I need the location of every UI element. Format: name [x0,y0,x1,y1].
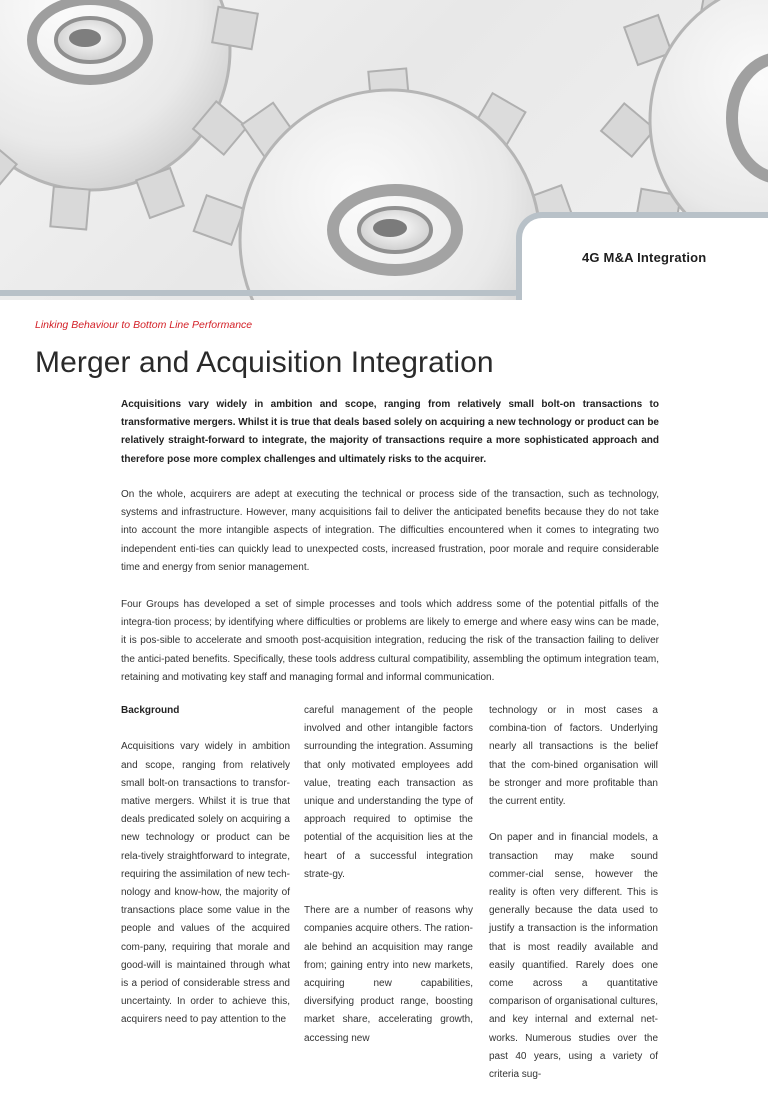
section-heading: Background [121,705,180,716]
column-1-paragraph: Acquisitions vary widely in ambition and scope, ranging from relatively small bolt-on transactions to transfor-mative mergers. Whilst it is true that deals predicated solely on acquiring a new technology or product can be rela-tively straightforward to integrate, requiring the assimilation of new tech-nology and know-how, the majority of transactions place some value in the people and values of the acquired com-pany, requiring that morale and good-will is maintained through what is a period of considerable stress and uncertainty. In order to achieve this, acquirers need to pay attention to the [121,741,290,1026]
brand-label: 4G M&A Integration [582,250,707,265]
column-3-paragraph-2: On paper and in financial models, a transaction may make sound commer-cial sense, however the reality is often very different. This is generally because the data used to justify a transaction is the information that is most readily available and easily quantified. Rarely does one come across a quantitative comparison of organisational cultures, and key internal and external net-works. Numerous studies over the past 40 years, using a variety of criteria sug- [489,832,658,1081]
body-paragraph-1: On the whole, acquirers are adept at executing the technical or process side of the transaction, such as technology, systems and infrastructure. However, many acquisitions fail to deliver the anticipated benefits because they do not take into account the more intangible aspects of integration. The difficulties encountered when it comes to integrating two independent enti-ties can quickly lead to unexpected costs, increased frustration, poor morale and require considerable time and energy from senior management. [121,489,659,573]
intro-paragraph: Acquisitions vary widely in ambition and scope, ranging from relatively small bolt-on transactions to transformative mergers. Whilst it is true that deals based solely on acquiring a new technology or product can be relatively straight-forward to integrate, the majority of transactions require a more sophisticated approach and therefore pose more complex challenges and ultimately risks to the acquirer. [121,399,659,465]
header-illustration [0,0,768,300]
column-2 [304,702,473,1066]
column-2-paragraph-1: careful management of the people involved and other intangible factors surrounding the integration. Assuming that only motivated employees add value, treating each transaction as unique and understanding the type of approach required to optimise the potential of the acquisition lies at the heart of a successful integration strate-gy. [304,705,473,880]
column-1 [121,702,290,1048]
column-2-paragraph-2: There are a number of reasons why companies acquire others. The ration-ale behind an acquisition may range from; gaining entry into new markets, acquiring new capabilities, diversifying product range, boosting market share, accelerating growth, accessing new [304,905,473,1044]
column-3 [489,702,658,1102]
page-title: Merger and Acquisition Integration [35,346,494,379]
kicker-text: Linking Behaviour to Bottom Line Performance [35,319,253,331]
header-frame-rule [0,290,520,296]
column-3-paragraph-1: technology or in most cases a combina-tion of factors. Underlying nearly all transactions is the belief that the com-bined organisation will be stronger and more profitable than the current entity. [489,705,658,808]
body-paragraph-2: Four Groups has developed a set of simple processes and tools which address some of the potential pitfalls of the integra-tion process; by identifying where difficulties or problems are likely to emerge and where easy wins can be made, it is pos-sible to accelerate and smooth post-acquisition integration, reducing the risk of the transaction failing to deliver the antici-pated benefits. Specifically, these tools address cultural compatibility, assembling the optimum integration team, retaining and motivating key staff and managing formal and informal communication. [121,599,659,683]
gear-left-icon [0,0,258,229]
